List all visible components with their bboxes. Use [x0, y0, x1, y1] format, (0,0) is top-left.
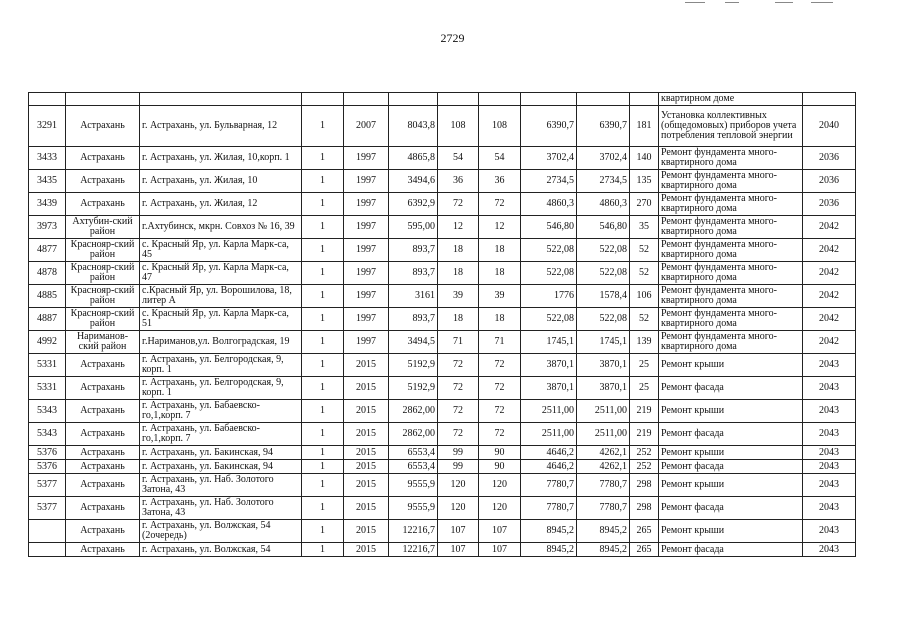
value-b-cell: 90 — [479, 460, 521, 474]
scan-marks — [685, 2, 835, 4]
locality-cell: Астрахань — [66, 377, 140, 400]
count-cell: 1 — [302, 239, 344, 262]
total-area-cell: 9555,9 — [389, 497, 438, 520]
value-e-cell: 298 — [630, 474, 659, 497]
record-id-cell: 3433 — [29, 147, 66, 170]
locality-cell: Краснояр-ский район — [66, 262, 140, 285]
record-id-cell: 4992 — [29, 331, 66, 354]
value-d-cell: 522,08 — [577, 239, 630, 262]
value-c-cell: 522,08 — [521, 239, 577, 262]
value-a-cell: 12 — [438, 216, 479, 239]
locality-cell: Астрахань — [66, 400, 140, 423]
work-type-cell: Ремонт фундамента много-квартирного дома — [659, 216, 803, 239]
value-d-cell: 4860,3 — [577, 193, 630, 216]
record-id-cell: 5331 — [29, 377, 66, 400]
value-b-cell: 71 — [479, 331, 521, 354]
value-c-cell: 8945,2 — [521, 543, 577, 557]
value-b-cell: 72 — [479, 423, 521, 446]
value-a-cell: 108 — [438, 106, 479, 147]
locality-cell: Астрахань — [66, 497, 140, 520]
work-type-cell: Ремонт крыши — [659, 520, 803, 543]
value-e-cell: 25 — [630, 354, 659, 377]
total-area-cell: 893,7 — [389, 262, 438, 285]
work-type-cell: Ремонт фасада — [659, 497, 803, 520]
address-cell: г. Астрахань, ул. Волжская, 54 (2очередь) — [140, 520, 302, 543]
value-b-cell: 39 — [479, 285, 521, 308]
address-cell: г. Астрахань, ул. Бакинская, 94 — [140, 446, 302, 460]
count-cell: 1 — [302, 446, 344, 460]
value-d-cell: 7780,7 — [577, 474, 630, 497]
locality-cell: Краснояр-ский район — [66, 308, 140, 331]
locality-cell: Астрахань — [66, 147, 140, 170]
value-e-cell: 298 — [630, 497, 659, 520]
address-cell: г. Астрахань, ул. Бабаевско-го,1,корп. 7 — [140, 423, 302, 446]
total-area-cell: 3161 — [389, 285, 438, 308]
record-id-cell: 3973 — [29, 216, 66, 239]
table-body — [29, 93, 856, 557]
count-cell: 1 — [302, 331, 344, 354]
value-c-cell: 2511,00 — [521, 400, 577, 423]
work-type-cell: Ремонт фундамента много-квартирного дома — [659, 331, 803, 354]
value-e-cell: 219 — [630, 423, 659, 446]
registry-table — [28, 92, 856, 557]
value-e-cell: 25 — [630, 377, 659, 400]
work-type-cell: Ремонт фасада — [659, 543, 803, 557]
record-id-cell — [29, 520, 66, 543]
value-d-cell: 2734,5 — [577, 170, 630, 193]
year-cell: 2015 — [344, 423, 389, 446]
value-b-cell: 107 — [479, 520, 521, 543]
plan-year-cell: 2043 — [803, 354, 856, 377]
value-e-cell: 52 — [630, 262, 659, 285]
count-cell: 1 — [302, 216, 344, 239]
work-type-cell: Ремонт фасада — [659, 423, 803, 446]
table-row — [29, 400, 856, 423]
table-row — [29, 460, 856, 474]
count-cell: 1 — [302, 147, 344, 170]
value-d-cell: 522,08 — [577, 262, 630, 285]
value-b-cell: 72 — [479, 377, 521, 400]
total-area-cell: 9555,9 — [389, 474, 438, 497]
value-c-cell: 3870,1 — [521, 377, 577, 400]
record-id-cell: 3291 — [29, 106, 66, 147]
plan-year-cell: 2036 — [803, 170, 856, 193]
page-number: 2729 — [440, 31, 465, 45]
table-row — [29, 474, 856, 497]
address-cell: с. Красный Яр, ул. Карла Марк-са, 51 — [140, 308, 302, 331]
work-type-cell: Ремонт фундамента много-квартирного дома — [659, 193, 803, 216]
year-cell: 2015 — [344, 377, 389, 400]
record-id-cell: 4877 — [29, 239, 66, 262]
address-cell: г. Астрахань, ул. Белгородская, 9, корп. 1 — [140, 354, 302, 377]
plan-year-cell: 2042 — [803, 308, 856, 331]
count-cell: 1 — [302, 497, 344, 520]
year-cell: 1997 — [344, 331, 389, 354]
value-d-cell: 3870,1 — [577, 377, 630, 400]
value-d-cell: 4262,1 — [577, 446, 630, 460]
table-row — [29, 170, 856, 193]
table-row — [29, 423, 856, 446]
year-cell: 1997 — [344, 285, 389, 308]
record-id-cell: 5376 — [29, 460, 66, 474]
total-area-cell: 595,00 — [389, 216, 438, 239]
value-a-cell: 120 — [438, 497, 479, 520]
year-cell: 2015 — [344, 497, 389, 520]
count-cell: 1 — [302, 308, 344, 331]
value-a-cell: 72 — [438, 423, 479, 446]
count-cell: 1 — [302, 354, 344, 377]
work-type-cell: Ремонт фундамента много-квартирного дома — [659, 239, 803, 262]
work-type-cell: Ремонт фундамента много-квартирного дома — [659, 285, 803, 308]
total-area-cell: 6553,4 — [389, 446, 438, 460]
table-row — [29, 308, 856, 331]
count-cell: 1 — [302, 106, 344, 147]
value-c-cell: 4646,2 — [521, 460, 577, 474]
year-cell: 2015 — [344, 543, 389, 557]
count-cell: 1 — [302, 474, 344, 497]
locality-cell: Краснояр-ский район — [66, 285, 140, 308]
plan-year-cell: 2042 — [803, 285, 856, 308]
plan-year-cell: 2036 — [803, 193, 856, 216]
plan-year-cell: 2042 — [803, 331, 856, 354]
plan-year-cell: 2043 — [803, 460, 856, 474]
record-id-cell — [29, 543, 66, 557]
value-e-cell: 139 — [630, 331, 659, 354]
locality-cell: Нариманов-ский район — [66, 331, 140, 354]
record-id-cell: 4885 — [29, 285, 66, 308]
address-cell: г. Астрахань, ул. Наб. Золотого Затона, 43 — [140, 474, 302, 497]
value-e-cell: 35 — [630, 216, 659, 239]
year-cell: 1997 — [344, 308, 389, 331]
value-c-cell: 7780,7 — [521, 497, 577, 520]
year-cell: 2015 — [344, 520, 389, 543]
record-id-cell: 5377 — [29, 497, 66, 520]
value-c-cell: 522,08 — [521, 308, 577, 331]
value-e-cell: 106 — [630, 285, 659, 308]
total-area-cell: 6392,9 — [389, 193, 438, 216]
value-a-cell: 107 — [438, 543, 479, 557]
table-row — [29, 354, 856, 377]
value-a-cell: 18 — [438, 239, 479, 262]
address-cell: г. Астрахань, ул. Жилая, 10 — [140, 170, 302, 193]
value-e-cell: 265 — [630, 520, 659, 543]
value-b-cell: 107 — [479, 543, 521, 557]
value-b-cell: 54 — [479, 147, 521, 170]
record-id-cell: 5343 — [29, 423, 66, 446]
count-cell: 1 — [302, 460, 344, 474]
plan-year-cell: 2043 — [803, 474, 856, 497]
count-cell: 1 — [302, 285, 344, 308]
address-cell: г. Астрахань, ул. Бабаевско-го,1,корп. 7 — [140, 400, 302, 423]
work-type-cell: Ремонт крыши — [659, 474, 803, 497]
value-c-cell: 522,08 — [521, 262, 577, 285]
value-d-cell: 3702,4 — [577, 147, 630, 170]
locality-cell: Краснояр-ский район — [66, 239, 140, 262]
work-type-cell: Ремонт фундамента много-квартирного дома — [659, 262, 803, 285]
record-id-cell: 4887 — [29, 308, 66, 331]
plan-year-cell: 2043 — [803, 497, 856, 520]
value-a-cell: 72 — [438, 354, 479, 377]
table-row — [29, 106, 856, 147]
record-id-cell: 5377 — [29, 474, 66, 497]
address-cell: г. Астрахань, ул. Волжская, 54 — [140, 543, 302, 557]
year-cell: 1997 — [344, 262, 389, 285]
value-b-cell: 18 — [479, 239, 521, 262]
locality-cell: Астрахань — [66, 354, 140, 377]
total-area-cell: 2862,00 — [389, 423, 438, 446]
table-row — [29, 285, 856, 308]
work-type-cell: Ремонт фасада — [659, 460, 803, 474]
value-c-cell: 6390,7 — [521, 106, 577, 147]
address-cell: г.Ахтубинск, мкрн. Совхоз № 16, 39 — [140, 216, 302, 239]
work-type-cell: Ремонт крыши — [659, 400, 803, 423]
table-row — [29, 446, 856, 460]
value-b-cell: 72 — [479, 354, 521, 377]
address-cell: г. Астрахань, ул. Жилая, 12 — [140, 193, 302, 216]
count-cell: 1 — [302, 193, 344, 216]
total-area-cell: 12216,7 — [389, 543, 438, 557]
table-row — [29, 520, 856, 543]
record-id-cell: 4878 — [29, 262, 66, 285]
address-cell: г. Астрахань, ул. Наб. Золотого Затона, 43 — [140, 497, 302, 520]
value-a-cell: 99 — [438, 446, 479, 460]
value-a-cell: 18 — [438, 308, 479, 331]
total-area-cell: 893,7 — [389, 239, 438, 262]
work-type-cell: Ремонт фундамента много-квартирного дома — [659, 170, 803, 193]
count-cell: 1 — [302, 262, 344, 285]
work-type-cell: Ремонт фасада — [659, 377, 803, 400]
locality-cell: Астрахань — [66, 446, 140, 460]
value-a-cell: 71 — [438, 331, 479, 354]
count-cell: 1 — [302, 423, 344, 446]
year-cell: 1997 — [344, 239, 389, 262]
value-d-cell: 2511,00 — [577, 400, 630, 423]
work-type-cell: Установка коллективных (общедомовых) приборов учета потребления тепловой энергии — [659, 106, 803, 147]
locality-cell: Астрахань — [66, 193, 140, 216]
value-b-cell: 18 — [479, 262, 521, 285]
total-area-cell: 5192,9 — [389, 377, 438, 400]
value-a-cell: 72 — [438, 193, 479, 216]
value-e-cell: 140 — [630, 147, 659, 170]
value-c-cell: 546,80 — [521, 216, 577, 239]
value-d-cell: 2511,00 — [577, 423, 630, 446]
address-cell: г. Астрахань, ул. Белгородская, 9, корп. 1 — [140, 377, 302, 400]
table-row — [29, 331, 856, 354]
value-b-cell: 120 — [479, 474, 521, 497]
plan-year-cell: 2043 — [803, 543, 856, 557]
value-b-cell: 90 — [479, 446, 521, 460]
plan-year-cell: 2042 — [803, 216, 856, 239]
value-b-cell: 108 — [479, 106, 521, 147]
total-area-cell: 5192,9 — [389, 354, 438, 377]
value-a-cell: 99 — [438, 460, 479, 474]
value-d-cell: 7780,7 — [577, 497, 630, 520]
locality-cell: Астрахань — [66, 423, 140, 446]
value-d-cell: 546,80 — [577, 216, 630, 239]
address-cell: с.Красный Яр, ул. Ворошилова, 18, литер А — [140, 285, 302, 308]
value-d-cell: 8945,2 — [577, 520, 630, 543]
work-type-cell: Ремонт фундамента много-квартирного дома — [659, 147, 803, 170]
value-d-cell: 4262,1 — [577, 460, 630, 474]
table-row-continuation — [29, 93, 856, 106]
value-d-cell: 1578,4 — [577, 285, 630, 308]
locality-cell: Астрахань — [66, 170, 140, 193]
locality-cell: Астрахань — [66, 106, 140, 147]
value-d-cell: 1745,1 — [577, 331, 630, 354]
value-d-cell: 3870,1 — [577, 354, 630, 377]
value-a-cell: 39 — [438, 285, 479, 308]
value-a-cell: 107 — [438, 520, 479, 543]
table-row — [29, 262, 856, 285]
value-b-cell: 72 — [479, 400, 521, 423]
value-e-cell: 252 — [630, 460, 659, 474]
table-row — [29, 147, 856, 170]
count-cell: 1 — [302, 377, 344, 400]
value-e-cell: 265 — [630, 543, 659, 557]
value-c-cell: 3702,4 — [521, 147, 577, 170]
value-b-cell: 36 — [479, 170, 521, 193]
record-id-cell: 3435 — [29, 170, 66, 193]
value-e-cell: 270 — [630, 193, 659, 216]
value-c-cell: 3870,1 — [521, 354, 577, 377]
work-type-cell: квартирном доме — [659, 93, 803, 106]
value-e-cell: 135 — [630, 170, 659, 193]
count-cell: 1 — [302, 543, 344, 557]
count-cell: 1 — [302, 170, 344, 193]
record-id-cell: 5343 — [29, 400, 66, 423]
plan-year-cell: 2043 — [803, 423, 856, 446]
total-area-cell: 8043,8 — [389, 106, 438, 147]
plan-year-cell: 2042 — [803, 239, 856, 262]
plan-year-cell: 2036 — [803, 147, 856, 170]
value-a-cell: 18 — [438, 262, 479, 285]
year-cell: 2015 — [344, 474, 389, 497]
value-c-cell: 2734,5 — [521, 170, 577, 193]
plan-year-cell: 2043 — [803, 520, 856, 543]
locality-cell: Астрахань — [66, 543, 140, 557]
value-e-cell: 219 — [630, 400, 659, 423]
table-row — [29, 216, 856, 239]
value-e-cell: 252 — [630, 446, 659, 460]
value-b-cell: 18 — [479, 308, 521, 331]
value-a-cell: 120 — [438, 474, 479, 497]
year-cell: 2015 — [344, 354, 389, 377]
address-cell: г. Астрахань, ул. Жилая, 10,корп. 1 — [140, 147, 302, 170]
total-area-cell: 4865,8 — [389, 147, 438, 170]
work-type-cell: Ремонт крыши — [659, 354, 803, 377]
total-area-cell: 3494,5 — [389, 331, 438, 354]
year-cell: 2015 — [344, 400, 389, 423]
plan-year-cell: 2043 — [803, 400, 856, 423]
value-a-cell: 54 — [438, 147, 479, 170]
year-cell: 2015 — [344, 460, 389, 474]
value-b-cell: 120 — [479, 497, 521, 520]
year-cell: 1997 — [344, 193, 389, 216]
total-area-cell: 12216,7 — [389, 520, 438, 543]
table-row — [29, 497, 856, 520]
total-area-cell: 3494,6 — [389, 170, 438, 193]
record-id-cell: 3439 — [29, 193, 66, 216]
address-cell: г.Нариманов,ул. Волгоградская, 19 — [140, 331, 302, 354]
plan-year-cell: 2043 — [803, 377, 856, 400]
value-c-cell: 1776 — [521, 285, 577, 308]
value-c-cell: 2511,00 — [521, 423, 577, 446]
work-type-cell: Ремонт фундамента много-квартирного дома — [659, 308, 803, 331]
value-a-cell: 72 — [438, 377, 479, 400]
value-d-cell: 6390,7 — [577, 106, 630, 147]
locality-cell: Астрахань — [66, 474, 140, 497]
plan-year-cell: 2043 — [803, 446, 856, 460]
value-e-cell: 52 — [630, 239, 659, 262]
address-cell: с. Красный Яр, ул. Карла Марк-са, 47 — [140, 262, 302, 285]
plan-year-cell: 2042 — [803, 262, 856, 285]
locality-cell: Астрахань — [66, 520, 140, 543]
table-row — [29, 239, 856, 262]
value-d-cell: 8945,2 — [577, 543, 630, 557]
value-b-cell: 12 — [479, 216, 521, 239]
value-a-cell: 72 — [438, 400, 479, 423]
value-c-cell: 4646,2 — [521, 446, 577, 460]
locality-cell: Астрахань — [66, 460, 140, 474]
plan-year-cell: 2040 — [803, 106, 856, 147]
address-cell: г. Астрахань, ул. Бакинская, 94 — [140, 460, 302, 474]
record-id-cell: 5331 — [29, 354, 66, 377]
value-c-cell: 4860,3 — [521, 193, 577, 216]
year-cell: 1997 — [344, 216, 389, 239]
count-cell: 1 — [302, 400, 344, 423]
value-a-cell: 36 — [438, 170, 479, 193]
year-cell: 1997 — [344, 170, 389, 193]
table-row — [29, 193, 856, 216]
table-row — [29, 377, 856, 400]
total-area-cell: 893,7 — [389, 308, 438, 331]
value-b-cell: 72 — [479, 193, 521, 216]
value-c-cell: 8945,2 — [521, 520, 577, 543]
address-cell: с. Красный Яр, ул. Карла Марк-са, 45 — [140, 239, 302, 262]
count-cell: 1 — [302, 520, 344, 543]
table-row — [29, 543, 856, 557]
work-type-cell: Ремонт крыши — [659, 446, 803, 460]
record-id-cell: 5376 — [29, 446, 66, 460]
total-area-cell: 6553,4 — [389, 460, 438, 474]
value-c-cell: 7780,7 — [521, 474, 577, 497]
value-d-cell: 522,08 — [577, 308, 630, 331]
address-cell: г. Астрахань, ул. Бульварная, 12 — [140, 106, 302, 147]
total-area-cell: 2862,00 — [389, 400, 438, 423]
value-e-cell: 52 — [630, 308, 659, 331]
value-c-cell: 1745,1 — [521, 331, 577, 354]
year-cell: 1997 — [344, 147, 389, 170]
year-cell: 2007 — [344, 106, 389, 147]
locality-cell: Ахтубин-ский район — [66, 216, 140, 239]
value-e-cell: 181 — [630, 106, 659, 147]
year-cell: 2015 — [344, 446, 389, 460]
